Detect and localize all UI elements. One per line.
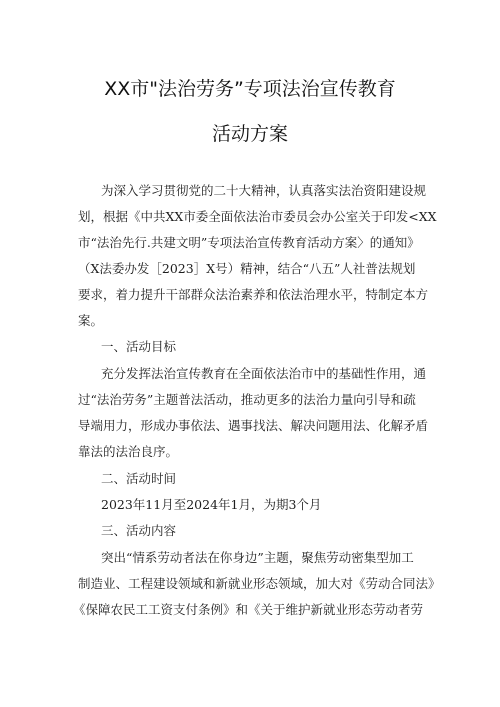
body-line-11: 靠法的法治良序。 — [78, 444, 179, 459]
body-line-17: 《保障农民工工资支付条例》和《关于维护新就业形态劳动者劳 — [73, 602, 424, 617]
section-heading-content: 三、活动内容 — [101, 523, 177, 538]
document-title-line-1: XX市"法治劳务”专项法治宣传教育 — [104, 78, 396, 100]
body-line-9: 过“法治劳务”主题普法活动，推动更多的法治力量向引导和疏 — [78, 392, 416, 407]
body-line-6: 案。 — [78, 313, 104, 328]
body-line-3: 市“法治先行.共建文明”专项法治宣传教育活动方案〉的通知》 — [78, 235, 420, 250]
body-line-4: （X法委办发［2023］X号）精神，结合“八五”人社普法规划 — [78, 261, 416, 276]
body-line-5: 要求，着力提升干部群众法治素养和依法治理水平，特制定本方 — [78, 287, 429, 302]
body-line-13: 2023年11月至2024年1月，为期3个月 — [101, 497, 322, 512]
document-title-line-2: 活动方案 — [211, 123, 288, 145]
body-line-15: 突出“情系劳动者法在你身边”主题，聚焦劳动密集型加工 — [101, 550, 414, 565]
body-line-16: 制造业、工程建设领域和新就业形态领域，加大对《劳动合同法》 — [78, 576, 441, 591]
body-line-2: 划，根据《中共XX市委全面依法治市委员会办公室关于印发<XX — [78, 209, 437, 224]
body-line-1: 为深入学习贯彻党的二十大精神，认真落实法治资阳建设规 — [101, 183, 427, 198]
body-line-8: 充分发挥法治宣传教育在全面依法治市中的基础性作用，通 — [101, 366, 427, 381]
section-heading-goals: 一、活动目标 — [101, 339, 177, 354]
section-heading-time: 二、活动时间 — [101, 471, 177, 486]
body-line-10: 导端用力，形成办事依法、遇事找法、解决问题用法、化解矛盾 — [78, 418, 429, 433]
